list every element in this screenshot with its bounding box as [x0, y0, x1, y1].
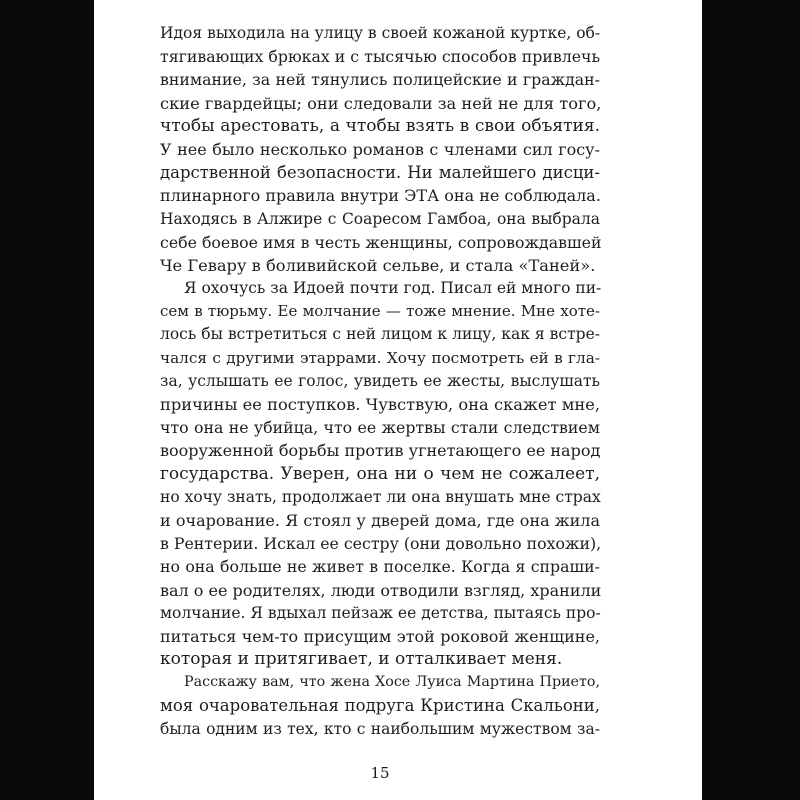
text-line: сем в тюрьму. Ее молчание — тоже мнение. Мне хоте-	[160, 302, 600, 321]
paragraph-first-line: Расскажу вам, что жена Хосе Луиса Мартина Прието,	[184, 674, 600, 691]
text-line: чтобы арестовать, а чтобы взять в свои объятия.	[160, 115, 600, 136]
page-text	[160, 22, 600, 741]
paragraph-first-line: Я охочусь за Идоей почти год. Писал ей много пи-	[184, 279, 602, 298]
text-line: вал о ее родителях, люди отводили взгляд, хранили	[160, 580, 602, 600]
text-line: причины ее поступков. Чувствую, она скажет мне,	[160, 395, 600, 414]
text-line: была одним из тех, кто с наибольшим мужеством за-	[160, 719, 600, 738]
text-line: лось бы встретиться с ней лицом к лицу, как я встре-	[160, 325, 600, 344]
text-line: за, услышать ее голос, увидеть ее жесты, выслушать	[160, 371, 600, 390]
text-line: тягивающих брюках и с тысячью способов привлечь	[160, 47, 601, 67]
page-number: 15	[370, 764, 390, 782]
text-line: ские гвардейцы; они следовали за ней не для того,	[160, 93, 602, 113]
text-line: Че Гевару в боливийской сельве, и стала «Таней».	[160, 255, 596, 275]
text-line: вооруженной борьбы против угнетающего ее народ	[160, 441, 601, 461]
left-black-border	[0, 0, 94, 800]
text-line: которая и притягивает, и отталкивает меня.	[160, 649, 563, 670]
text-line: и очарование. Я стоял у дверей дома, где она жила	[160, 510, 600, 530]
text-line: молчание. Я вдыхал пейзаж ее детства, пытаясь про-	[160, 603, 601, 622]
text-line: У нее было несколько романов с членами сил госу-	[160, 139, 600, 159]
text-line: себе боевое имя в честь женщины, сопровождавшей	[160, 232, 602, 252]
right-black-border	[702, 0, 800, 800]
text-line: чался с другими этаррами. Хочу посмотреть ей в гла-	[160, 348, 600, 367]
text-line: в Рентерии. Искал ее сестру (они довольно похожи),	[160, 534, 602, 554]
text-line: внимание, за ней тянулись полицейские и граждан-	[160, 70, 600, 90]
text-line: но хочу знать, продолжает ли она внушать мне страх	[160, 487, 601, 506]
text-line: Идоя выходила на улицу в своей кожаной куртке, об-	[160, 24, 601, 42]
text-line: государства. Уверен, она ни о чем не сожалеет,	[160, 463, 600, 484]
text-line: моя очаровательная подруга Кристина Скальони,	[160, 696, 600, 716]
text-line: питаться чем-то присущим этой роковой женщине,	[160, 626, 600, 646]
text-line: Находясь в Алжире с Соаресом Гамбоа, она выбрала	[160, 209, 600, 228]
text-line: но она больше не живет в поселке. Когда я спраши-	[160, 557, 600, 577]
text-line: дарственной безопасности. Ни малейшего дисци-	[160, 163, 600, 183]
text-line: плинарного правила внутри ЭТА она не соблюдала.	[160, 186, 601, 206]
text-line: что она не убийца, что ее жертвы стали следствием	[160, 418, 600, 438]
